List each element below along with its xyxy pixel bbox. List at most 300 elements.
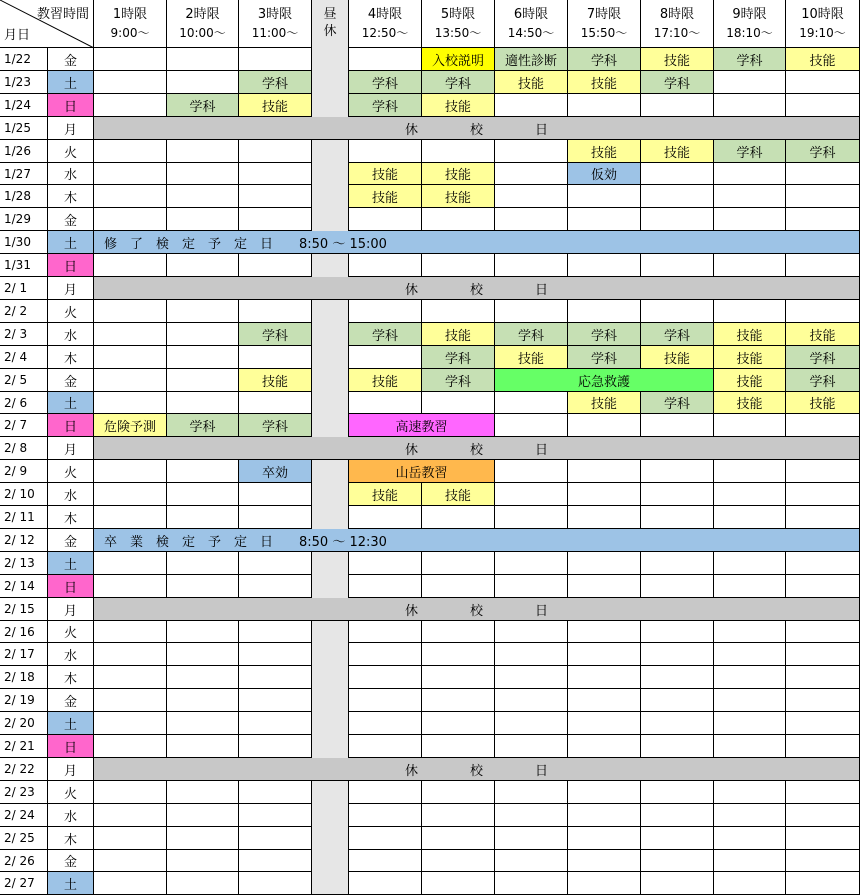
empty-cell	[349, 781, 422, 804]
weekday-label: 土	[63, 76, 77, 92]
empty-cell	[568, 552, 641, 575]
empty-cell	[495, 300, 568, 323]
empty-cell	[422, 643, 495, 666]
empty-cell	[714, 804, 786, 827]
empty-cell	[714, 185, 786, 208]
empty-cell	[167, 254, 239, 277]
weekday-cell	[48, 414, 94, 437]
empty-cell	[495, 872, 568, 895]
empty-cell	[422, 208, 495, 231]
date-cell	[0, 872, 48, 895]
date-cell	[0, 437, 48, 460]
empty-cell	[714, 483, 786, 506]
date-label: 1/28	[4, 189, 31, 203]
empty-cell	[239, 781, 312, 804]
empty-cell	[422, 300, 495, 323]
empty-cell	[786, 804, 860, 827]
lesson-label: 技能	[736, 374, 763, 390]
lesson-label: 学科	[371, 328, 398, 344]
lesson-label: 卒効	[261, 465, 288, 481]
lesson-cell	[422, 163, 495, 185]
empty-cell	[94, 666, 167, 689]
period-header	[239, 0, 312, 48]
empty-cell	[94, 735, 167, 758]
band-text: 休 校 日	[404, 603, 548, 619]
empty-cell	[94, 483, 167, 506]
band-text: 休 校 日	[404, 442, 548, 458]
empty-cell	[495, 163, 568, 185]
lesson-label: 危険予測	[103, 419, 156, 435]
empty-cell	[714, 163, 786, 185]
band-text: 休 校 日	[404, 282, 548, 298]
lesson-label: 技能	[517, 351, 544, 367]
empty-cell	[568, 414, 641, 437]
empty-cell	[568, 712, 641, 735]
empty-cell	[94, 300, 167, 323]
empty-cell	[714, 872, 786, 895]
lesson-cell	[641, 346, 714, 369]
weekday-label: 火	[63, 305, 77, 321]
empty-cell	[495, 781, 568, 804]
empty-cell	[167, 827, 239, 850]
empty-cell	[349, 712, 422, 735]
weekday-label: 金	[63, 855, 77, 870]
lesson-cell	[568, 346, 641, 369]
date-label: 2/ 24	[4, 808, 35, 822]
empty-cell	[641, 621, 714, 643]
period-header	[786, 0, 860, 48]
empty-cell	[349, 689, 422, 712]
lesson-cell	[349, 71, 422, 94]
lesson-label: 学科	[189, 99, 216, 115]
weekday-label: 金	[63, 694, 77, 710]
empty-cell	[495, 575, 568, 598]
exam-band	[94, 231, 860, 254]
date-cell	[0, 346, 48, 369]
empty-cell	[167, 872, 239, 895]
date-cell	[0, 300, 48, 323]
lesson-cell	[349, 323, 422, 346]
empty-cell	[239, 735, 312, 758]
empty-cell	[641, 666, 714, 689]
lesson-cell	[349, 94, 422, 117]
empty-cell	[94, 185, 167, 208]
empty-cell	[94, 48, 167, 71]
date-cell	[0, 529, 48, 552]
empty-cell	[94, 163, 167, 185]
weekday-cell	[48, 300, 94, 323]
weekday-cell	[48, 827, 94, 850]
lesson-label: 学科	[663, 328, 690, 344]
weekday-label: 水	[63, 809, 77, 825]
date-label: 1/23	[4, 75, 31, 89]
weekday-cell	[48, 575, 94, 598]
empty-cell	[495, 850, 568, 872]
lesson-label: 学科	[517, 328, 544, 344]
weekday-label: 金	[63, 374, 77, 390]
date-label: 2/ 2	[4, 304, 28, 318]
empty-cell	[641, 506, 714, 529]
lesson-label: 学科	[809, 374, 836, 390]
empty-cell	[714, 94, 786, 117]
empty-cell	[94, 643, 167, 666]
empty-cell	[239, 48, 312, 71]
weekday-cell	[48, 369, 94, 392]
empty-cell	[641, 850, 714, 872]
empty-cell	[239, 552, 312, 575]
date-label: 2/ 5	[4, 373, 28, 387]
empty-cell	[94, 71, 167, 94]
weekday-cell	[48, 94, 94, 117]
empty-cell	[641, 804, 714, 827]
empty-cell	[568, 781, 641, 804]
date-cell	[0, 575, 48, 598]
empty-cell	[495, 666, 568, 689]
empty-cell	[167, 300, 239, 323]
band-text: 修 了 検 定 予 定 日 8:50 〜 15:00	[104, 236, 387, 252]
empty-cell	[568, 689, 641, 712]
weekday-cell	[48, 552, 94, 575]
empty-cell	[786, 163, 860, 185]
empty-cell	[568, 94, 641, 117]
lesson-cell	[714, 323, 786, 346]
period-header	[495, 0, 568, 48]
weekday-label: 日	[63, 740, 77, 756]
empty-cell	[641, 575, 714, 598]
weekday-label: 月	[63, 763, 77, 779]
empty-cell	[495, 552, 568, 575]
weekday-label: 火	[63, 145, 77, 161]
empty-cell	[641, 872, 714, 895]
weekday-label: 木	[63, 190, 77, 206]
empty-cell	[641, 254, 714, 277]
lesson-cell	[714, 140, 786, 163]
lesson-cell	[641, 392, 714, 414]
weekday-label: 土	[63, 877, 77, 893]
lesson-label: 技能	[736, 351, 763, 367]
empty-cell	[422, 712, 495, 735]
empty-cell	[568, 643, 641, 666]
date-cell	[0, 460, 48, 483]
lesson-cell	[568, 140, 641, 163]
empty-cell	[239, 346, 312, 369]
weekday-label: 木	[63, 832, 77, 848]
period-time: 18:10〜	[726, 25, 773, 40]
empty-cell	[167, 185, 239, 208]
lesson-cell	[568, 392, 641, 414]
lesson-label: 学科	[444, 374, 471, 390]
empty-cell	[568, 872, 641, 895]
empty-cell	[641, 185, 714, 208]
empty-cell	[495, 506, 568, 529]
weekday-cell	[48, 689, 94, 712]
empty-cell	[239, 827, 312, 850]
lesson-label: 技能	[590, 76, 617, 92]
weekday-label: 木	[63, 511, 77, 527]
empty-cell	[786, 414, 860, 437]
empty-cell	[495, 414, 568, 437]
lesson-label: 学科	[444, 76, 471, 92]
lesson-label: 技能	[371, 488, 398, 504]
weekday-cell	[48, 392, 94, 414]
empty-cell	[568, 300, 641, 323]
weekday-cell	[48, 323, 94, 346]
empty-cell	[641, 460, 714, 483]
empty-cell	[786, 666, 860, 689]
weekday-cell	[48, 712, 94, 735]
empty-cell	[239, 208, 312, 231]
empty-cell	[641, 689, 714, 712]
weekday-label: 土	[63, 717, 77, 733]
lesson-cell	[786, 369, 860, 392]
lesson-label: 学科	[590, 351, 617, 367]
lesson-cell	[714, 392, 786, 414]
date-label: 2/ 20	[4, 716, 35, 730]
empty-cell	[239, 506, 312, 529]
empty-cell	[349, 850, 422, 872]
date-cell	[0, 483, 48, 506]
date-label: 2/ 8	[4, 441, 28, 455]
date-cell	[0, 850, 48, 872]
period-time: 19:10〜	[799, 25, 846, 40]
empty-cell	[714, 414, 786, 437]
lesson-label: 入校説明	[431, 53, 484, 69]
empty-cell	[422, 827, 495, 850]
empty-cell	[641, 643, 714, 666]
empty-cell	[786, 300, 860, 323]
empty-cell	[239, 185, 312, 208]
empty-cell	[94, 369, 167, 392]
date-label: 2/ 12	[4, 533, 35, 547]
empty-cell	[349, 140, 422, 163]
date-cell	[0, 643, 48, 666]
weekday-label: 土	[63, 397, 77, 412]
empty-cell	[568, 506, 641, 529]
empty-cell	[495, 712, 568, 735]
lesson-cell	[714, 48, 786, 71]
date-label: 2/ 10	[4, 487, 35, 501]
empty-cell	[94, 460, 167, 483]
empty-cell	[349, 208, 422, 231]
empty-cell	[167, 506, 239, 529]
period-header	[422, 0, 495, 48]
period-time: 11:00〜	[251, 25, 299, 40]
empty-cell	[568, 460, 641, 483]
lesson-cell	[568, 323, 641, 346]
period-time: 15:50〜	[580, 25, 628, 40]
lesson-label: 適性診断	[504, 53, 557, 69]
empty-cell	[167, 781, 239, 804]
empty-cell	[786, 460, 860, 483]
lesson-cell	[786, 48, 860, 71]
lesson-cell	[568, 71, 641, 94]
weekday-cell	[48, 48, 94, 71]
empty-cell	[239, 140, 312, 163]
empty-cell	[239, 483, 312, 506]
weekday-cell	[48, 506, 94, 529]
empty-cell	[786, 689, 860, 712]
lesson-label: 技能	[590, 397, 617, 412]
date-cell	[0, 140, 48, 163]
empty-cell	[422, 735, 495, 758]
lesson-label: 技能	[809, 328, 836, 344]
lesson-label: 技能	[663, 53, 690, 69]
empty-cell	[495, 254, 568, 277]
empty-cell	[422, 552, 495, 575]
lesson-cell	[495, 323, 568, 346]
lesson-label: 学科	[189, 419, 216, 435]
empty-cell	[349, 254, 422, 277]
empty-cell	[495, 208, 568, 231]
weekday-cell	[48, 529, 94, 552]
lesson-label: 技能	[444, 99, 471, 115]
lesson-cell	[239, 323, 312, 346]
empty-cell	[786, 621, 860, 643]
lesson-label: 学科	[261, 328, 288, 344]
weekday-cell	[48, 666, 94, 689]
date-label: 2/ 7	[4, 418, 28, 432]
lesson-label: 技能	[663, 351, 690, 367]
empty-cell	[94, 140, 167, 163]
date-label: 2/ 21	[4, 739, 35, 753]
lesson-cell	[239, 71, 312, 94]
lesson-label: 技能	[371, 190, 398, 206]
weekday-cell	[48, 483, 94, 506]
empty-cell	[422, 804, 495, 827]
date-cell	[0, 117, 48, 140]
weekday-cell	[48, 872, 94, 895]
closed-band	[94, 277, 860, 300]
date-label: 2/ 3	[4, 327, 28, 341]
empty-cell	[786, 781, 860, 804]
lesson-label: 学科	[590, 53, 617, 69]
lesson-label: 学科	[371, 76, 398, 92]
weekday-label: 月	[63, 603, 77, 619]
period-header	[714, 0, 786, 48]
empty-cell	[167, 621, 239, 643]
lesson-label: 学科	[663, 76, 690, 92]
empty-cell	[568, 850, 641, 872]
weekday-cell	[48, 163, 94, 185]
date-cell	[0, 254, 48, 277]
empty-cell	[714, 621, 786, 643]
weekday-label: 土	[63, 557, 77, 573]
weekday-cell	[48, 758, 94, 781]
empty-cell	[239, 163, 312, 185]
date-label: 1/26	[4, 144, 31, 158]
date-cell	[0, 804, 48, 827]
weekday-label: 火	[63, 465, 77, 481]
exam-band	[94, 529, 860, 552]
period-header	[167, 0, 239, 48]
lesson-cell	[495, 346, 568, 369]
lesson-label: 技能	[809, 53, 836, 69]
lesson-label: 技能	[371, 374, 398, 390]
weekday-cell	[48, 117, 94, 140]
closed-band	[94, 598, 860, 621]
empty-cell	[786, 575, 860, 598]
date-cell	[0, 185, 48, 208]
date-cell	[0, 71, 48, 94]
lesson-cell	[422, 94, 495, 117]
empty-cell	[167, 392, 239, 414]
lesson-label: 山岳教習	[395, 465, 448, 481]
empty-cell	[94, 621, 167, 643]
empty-cell	[422, 506, 495, 529]
date-label: 2/ 11	[4, 510, 35, 524]
empty-cell	[641, 552, 714, 575]
empty-cell	[94, 552, 167, 575]
empty-cell	[94, 323, 167, 346]
lesson-cell	[239, 369, 312, 392]
lesson-cell	[422, 71, 495, 94]
lesson-label: 技能	[444, 488, 471, 504]
empty-cell	[239, 712, 312, 735]
period-time: 13:50〜	[434, 25, 482, 40]
date-label: 2/ 19	[4, 693, 35, 707]
lesson-label: 技能	[261, 374, 288, 390]
weekday-cell	[48, 185, 94, 208]
empty-cell	[568, 621, 641, 643]
lesson-label: 学科	[371, 99, 398, 115]
empty-cell	[714, 712, 786, 735]
date-label: 2/ 23	[4, 785, 35, 799]
date-cell	[0, 827, 48, 850]
date-label: 1/31	[4, 258, 31, 272]
empty-cell	[641, 94, 714, 117]
empty-cell	[239, 392, 312, 414]
date-cell	[0, 758, 48, 781]
empty-cell	[167, 208, 239, 231]
weekday-cell	[48, 598, 94, 621]
empty-cell	[641, 414, 714, 437]
weekday-label: 月	[63, 442, 77, 458]
date-label: 2/ 13	[4, 556, 35, 570]
empty-cell	[167, 460, 239, 483]
empty-cell	[94, 346, 167, 369]
empty-cell	[239, 666, 312, 689]
empty-cell	[495, 460, 568, 483]
weekday-cell	[48, 140, 94, 163]
empty-cell	[349, 346, 422, 369]
empty-cell	[167, 140, 239, 163]
weekday-label: 日	[63, 419, 77, 435]
date-label: 1/22	[4, 52, 31, 66]
lesson-cell	[239, 460, 312, 483]
empty-cell	[714, 689, 786, 712]
empty-cell	[349, 735, 422, 758]
date-label: 1/29	[4, 212, 31, 226]
lesson-cell	[239, 414, 312, 437]
date-cell	[0, 94, 48, 117]
lesson-cell	[714, 346, 786, 369]
date-label: 1/27	[4, 166, 31, 181]
empty-cell	[167, 323, 239, 346]
empty-cell	[786, 712, 860, 735]
weekday-cell	[48, 346, 94, 369]
band-text: 休 校 日	[404, 763, 548, 779]
empty-cell	[167, 689, 239, 712]
empty-cell	[239, 689, 312, 712]
date-cell	[0, 163, 48, 185]
empty-cell	[786, 185, 860, 208]
date-label: 2/ 26	[4, 853, 35, 868]
date-label: 1/25	[4, 121, 31, 135]
empty-cell	[786, 71, 860, 94]
band-text: 休 校 日	[404, 122, 548, 138]
lesson-label: 技能	[590, 145, 617, 161]
empty-cell	[786, 483, 860, 506]
